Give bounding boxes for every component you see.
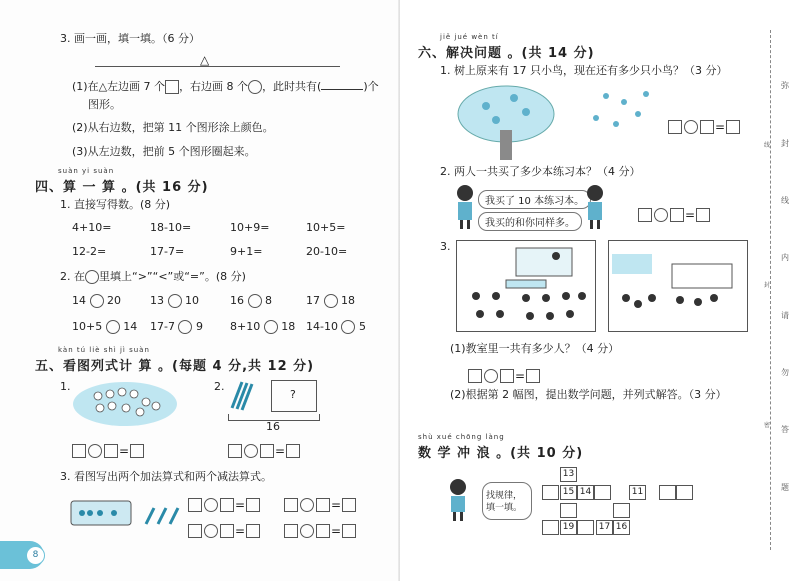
triangle-line — [95, 66, 340, 67]
bubble-1: 我买了 10 本练习本。 — [478, 190, 591, 209]
s4-q2-title: 2. 在 里填上“>”“<”或“=”。(8 分) — [60, 270, 246, 283]
football-illustration — [608, 240, 748, 332]
s6-q1: 1. 树上原来有 17 只小鸟，现在还有多少只小鸟？（3 分） — [440, 64, 728, 77]
answer-blank[interactable] — [321, 79, 363, 90]
triangle-icon: △ — [200, 53, 210, 67]
margin-char: 弥 — [781, 81, 789, 90]
calc-2[interactable]: 18-10= — [150, 221, 192, 234]
pattern-cell[interactable] — [560, 503, 577, 518]
circle-icon — [85, 270, 99, 284]
s4-title: 四、算 一 算 。(共 16 分) — [35, 180, 209, 195]
margin-small-char: 密 — [764, 422, 771, 429]
circle-icon — [248, 80, 262, 94]
girl-icon — [454, 184, 476, 230]
margin-char: 题 — [781, 483, 789, 492]
cmp-3[interactable]: 16 8 — [230, 294, 272, 307]
page-number: 8 — [26, 546, 45, 565]
s7-bubble-text: 找规律，填一填。 — [486, 491, 523, 513]
margin-char: 线 — [781, 196, 789, 205]
margin-small-char: 线 — [764, 142, 771, 149]
margin-char: 封 — [781, 139, 789, 148]
s5-title: 五、看图列式计 算 。(每题 4 分,共 12 分) — [35, 359, 315, 374]
pattern-cell[interactable] — [577, 520, 594, 535]
margin-char: 答 — [781, 425, 789, 434]
q3-sub1-tail: 图形。 — [88, 98, 121, 111]
s6-q3-sub1-answer[interactable]: = — [468, 365, 540, 384]
pattern-cell[interactable] — [594, 485, 611, 500]
pattern-cell[interactable] — [542, 485, 559, 500]
calc-6[interactable]: 17-7= — [150, 245, 185, 258]
s5-q1-answer[interactable]: = — [72, 440, 144, 459]
right-page — [400, 0, 800, 581]
s5-q1-label: 1. — [60, 380, 71, 393]
tree-birds-illustration — [456, 82, 656, 162]
q3-title: 3. 画一画，填一填。（6 分） — [60, 32, 200, 45]
s5-q3-answer-4[interactable]: = — [284, 520, 356, 539]
pattern-cell: 19 — [560, 520, 577, 535]
pattern-cell: 16 — [613, 520, 630, 535]
s6-pinyin: jiě jué wèn tí — [440, 33, 499, 41]
s5-q2-label: 2. — [214, 380, 225, 393]
s7-title: 数 学 冲 浪 。(共 10 分) — [418, 446, 584, 461]
pattern-cell[interactable] — [676, 485, 693, 500]
s6-q3-sub2: (2)根据第 2 幅图，提出数学问题，并列式解答。（3 分） — [450, 388, 727, 401]
pattern-cell: 17 — [596, 520, 613, 535]
bubble-2: 我买的和你同样多。 — [478, 212, 582, 231]
calc-3[interactable]: 10+9= — [230, 221, 270, 234]
question-mark: ? — [290, 388, 296, 401]
s6-title: 六、解决问题 。(共 14 分) — [418, 46, 595, 61]
calc-7[interactable]: 9+1= — [230, 245, 263, 258]
s5-q3-title: 3. 看图写出两个加法算式和两个减法算式。 — [60, 470, 272, 483]
margin-char: 勿 — [781, 368, 789, 377]
cmp-6[interactable]: 17-7 9 — [150, 320, 203, 333]
child-icon — [446, 478, 470, 522]
calc-4[interactable]: 10+5= — [306, 221, 346, 234]
cmp-4[interactable]: 17 18 — [306, 294, 355, 307]
margin-small-char: 封 — [764, 282, 771, 289]
abacus-illustration — [70, 500, 132, 526]
s5-q3-answer-3[interactable]: = — [188, 520, 260, 539]
s6-q1-answer[interactable]: = — [668, 116, 740, 135]
triangle-inline-icon: △ — [98, 80, 108, 93]
s6-q3-label: 3. — [440, 240, 451, 253]
pattern-cell[interactable]: 11 — [629, 485, 646, 500]
q3-sub1: (1)在△左边画 7 个 ，右边画 8 个 ，此时共有( )个 — [72, 80, 379, 93]
pencils-illustration — [226, 378, 256, 412]
s6-q3-sub1: (1)教室里一共有多少人？（4 分） — [450, 342, 620, 355]
q3-sub2: (2)从右边数，把第 11 个图形涂上颜色。 — [72, 121, 274, 134]
margin-char: 请 — [781, 311, 789, 320]
cmp-1[interactable]: 14 20 — [72, 294, 121, 307]
s5-q3-answer-1[interactable]: = — [188, 494, 260, 513]
q3-sub3: (3)从左边数，把前 5 个图形圈起来。 — [72, 145, 256, 158]
s6-q2-answer[interactable]: = — [638, 204, 710, 223]
total-label: 16 — [266, 420, 280, 433]
cmp-7[interactable]: 8+10 18 — [230, 320, 296, 333]
s6-q2: 2. 两人一共买了多少本练习本？（4 分） — [440, 165, 641, 178]
pattern-cell[interactable]: 14 — [577, 485, 594, 500]
pattern-cell[interactable] — [542, 520, 559, 535]
calc-5[interactable]: 12-2= — [72, 245, 107, 258]
s4-q1-title: 1. 直接写得数。(8 分) — [60, 198, 171, 211]
calc-1[interactable]: 4+10= — [72, 221, 112, 234]
cmp-8[interactable]: 14-10 5 — [306, 320, 366, 333]
cmp-2[interactable]: 13 10 — [150, 294, 199, 307]
square-icon — [165, 80, 179, 94]
s5-pinyin: kàn tú liè shì jì suàn — [58, 346, 150, 354]
cmp-5[interactable]: 10+5 14 — [72, 320, 138, 333]
pattern-cell[interactable]: 15 — [560, 485, 577, 500]
calc-8[interactable]: 20-10= — [306, 245, 348, 258]
pencil-bundles-illustration — [142, 504, 184, 526]
pattern-cell[interactable] — [659, 485, 676, 500]
s5-q3-answer-2[interactable]: = — [284, 494, 356, 513]
s7-pinyin: shù xué chōng làng — [418, 433, 505, 441]
classroom-illustration — [456, 240, 596, 332]
s4-pinyin: suàn yi suàn — [58, 167, 115, 175]
pattern-cell: 13 — [560, 467, 577, 482]
ducks-illustration — [70, 378, 180, 428]
seal-line — [770, 30, 771, 550]
margin-char: 内 — [781, 253, 789, 262]
s5-q2-answer[interactable]: = — [228, 440, 300, 459]
pattern-cell[interactable] — [613, 503, 630, 518]
boy-icon — [584, 184, 606, 230]
